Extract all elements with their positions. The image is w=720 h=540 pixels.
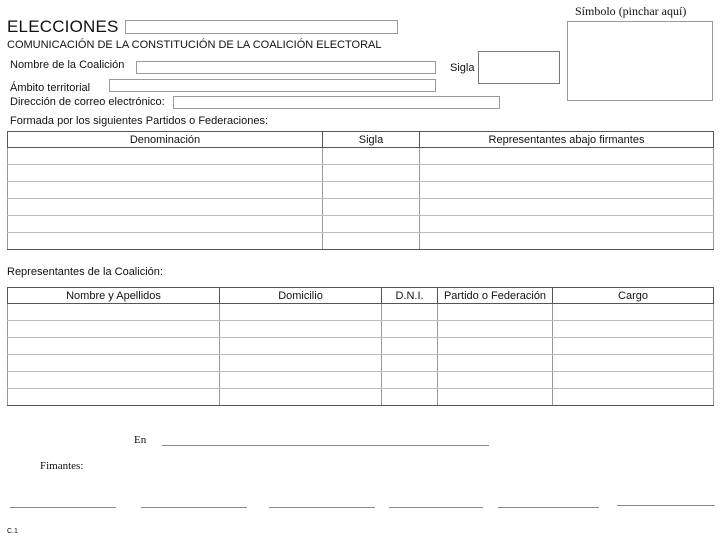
cell-nombre[interactable] [8,372,220,389]
coalition-name-label: Nombre de la Coalición [10,59,125,71]
cell-domicilio[interactable] [220,372,382,389]
form-subtitle: COMUNICACIÓN DE LA CONSTITUCIÓN DE LA COALICIÓN ELECTORAL [7,39,382,51]
cell-cargo[interactable] [553,304,714,321]
cell-domicilio[interactable] [220,338,382,355]
cell-representantes[interactable] [420,165,714,182]
cell-sigla[interactable] [323,148,420,165]
table-row [8,216,714,233]
cell-sigla[interactable] [323,233,420,250]
cell-denominacion[interactable] [8,233,323,250]
cell-denominacion[interactable] [8,182,323,199]
parties-label: Formada por los siguientes Partidos o Federaciones: [10,115,269,127]
cell-sigla[interactable] [323,182,420,199]
cell-partido[interactable] [438,304,553,321]
representatives-label: Representantes de la Coalición: [7,266,163,278]
col-sigla: Sigla [323,132,420,148]
table-row [8,372,714,389]
cell-representantes[interactable] [420,216,714,233]
symbol-box[interactable] [567,21,713,101]
cell-cargo[interactable] [553,321,714,338]
col-dni: D.N.I. [382,288,438,304]
form-title: ELECCIONES [7,17,119,36]
elections-field[interactable] [125,20,398,34]
cell-sigla[interactable] [323,199,420,216]
cell-cargo[interactable] [553,389,714,406]
parties-table [7,131,714,250]
cell-representantes[interactable] [420,233,714,250]
cell-partido[interactable] [438,389,553,406]
coalition-name-field[interactable] [136,61,436,74]
col-cargo: Cargo [553,288,714,304]
cell-domicilio[interactable] [220,389,382,406]
cell-representantes[interactable] [420,148,714,165]
symbol-label [575,4,686,19]
cell-denominacion[interactable] [8,148,323,165]
form-code: C.1 [7,528,18,535]
table-row [8,182,714,199]
territory-label: Ámbito territorial [10,82,91,94]
cell-dni[interactable] [382,355,438,372]
table-row [8,355,714,372]
cell-nombre[interactable] [8,338,220,355]
cell-sigla[interactable] [323,216,420,233]
cell-nombre[interactable] [8,321,220,338]
cell-representantes[interactable] [420,182,714,199]
cell-dni[interactable] [382,321,438,338]
cell-dni[interactable] [382,372,438,389]
cell-nombre[interactable] [8,389,220,406]
sigla-label: Sigla [450,62,475,74]
cell-partido[interactable] [438,321,553,338]
col-nombre: Nombre y Apellidos [8,288,220,304]
cell-dni[interactable] [382,338,438,355]
territory-field[interactable] [109,79,436,92]
representatives-table [7,287,714,406]
table-row [8,304,714,321]
cell-domicilio[interactable] [220,304,382,321]
en-label: En [134,434,147,446]
table-row [8,233,714,250]
cell-nombre[interactable] [8,304,220,321]
cell-nombre[interactable] [8,355,220,372]
cell-representantes[interactable] [420,199,714,216]
firmantes-label: Fimantes: [40,460,84,472]
cell-denominacion[interactable] [8,216,323,233]
cell-denominacion[interactable] [8,199,323,216]
cell-cargo[interactable] [553,372,714,389]
signature-line[interactable] [389,507,483,508]
col-domicilio: Domicilio [220,288,382,304]
table-row [8,148,714,165]
en-line[interactable] [162,445,489,446]
col-representantes: Representantes abajo firmantes [420,132,714,148]
symbol-hint-text: (pinchar aquí) [618,4,687,18]
signature-line[interactable] [269,507,375,508]
signature-line[interactable] [498,507,599,508]
cell-dni[interactable] [382,389,438,406]
symbol-label-text: Símbolo [575,4,616,18]
cell-partido[interactable] [438,338,553,355]
email-field[interactable] [173,96,500,109]
cell-sigla[interactable] [323,165,420,182]
table-row [8,165,714,182]
cell-domicilio[interactable] [220,355,382,372]
col-denominacion: Denominación [8,132,323,148]
signature-line[interactable] [141,507,247,508]
cell-dni[interactable] [382,304,438,321]
table-row [8,321,714,338]
col-partido: Partido o Federación [438,288,553,304]
signature-line[interactable] [617,505,715,506]
cell-partido[interactable] [438,355,553,372]
cell-cargo[interactable] [553,355,714,372]
cell-partido[interactable] [438,372,553,389]
cell-denominacion[interactable] [8,165,323,182]
signature-line[interactable] [10,507,116,508]
cell-domicilio[interactable] [220,321,382,338]
table-row [8,199,714,216]
table-row [8,389,714,406]
table-row [8,338,714,355]
sigla-field[interactable] [478,51,560,84]
cell-cargo[interactable] [553,338,714,355]
email-label: Dirección de correo electrónico: [10,96,165,108]
